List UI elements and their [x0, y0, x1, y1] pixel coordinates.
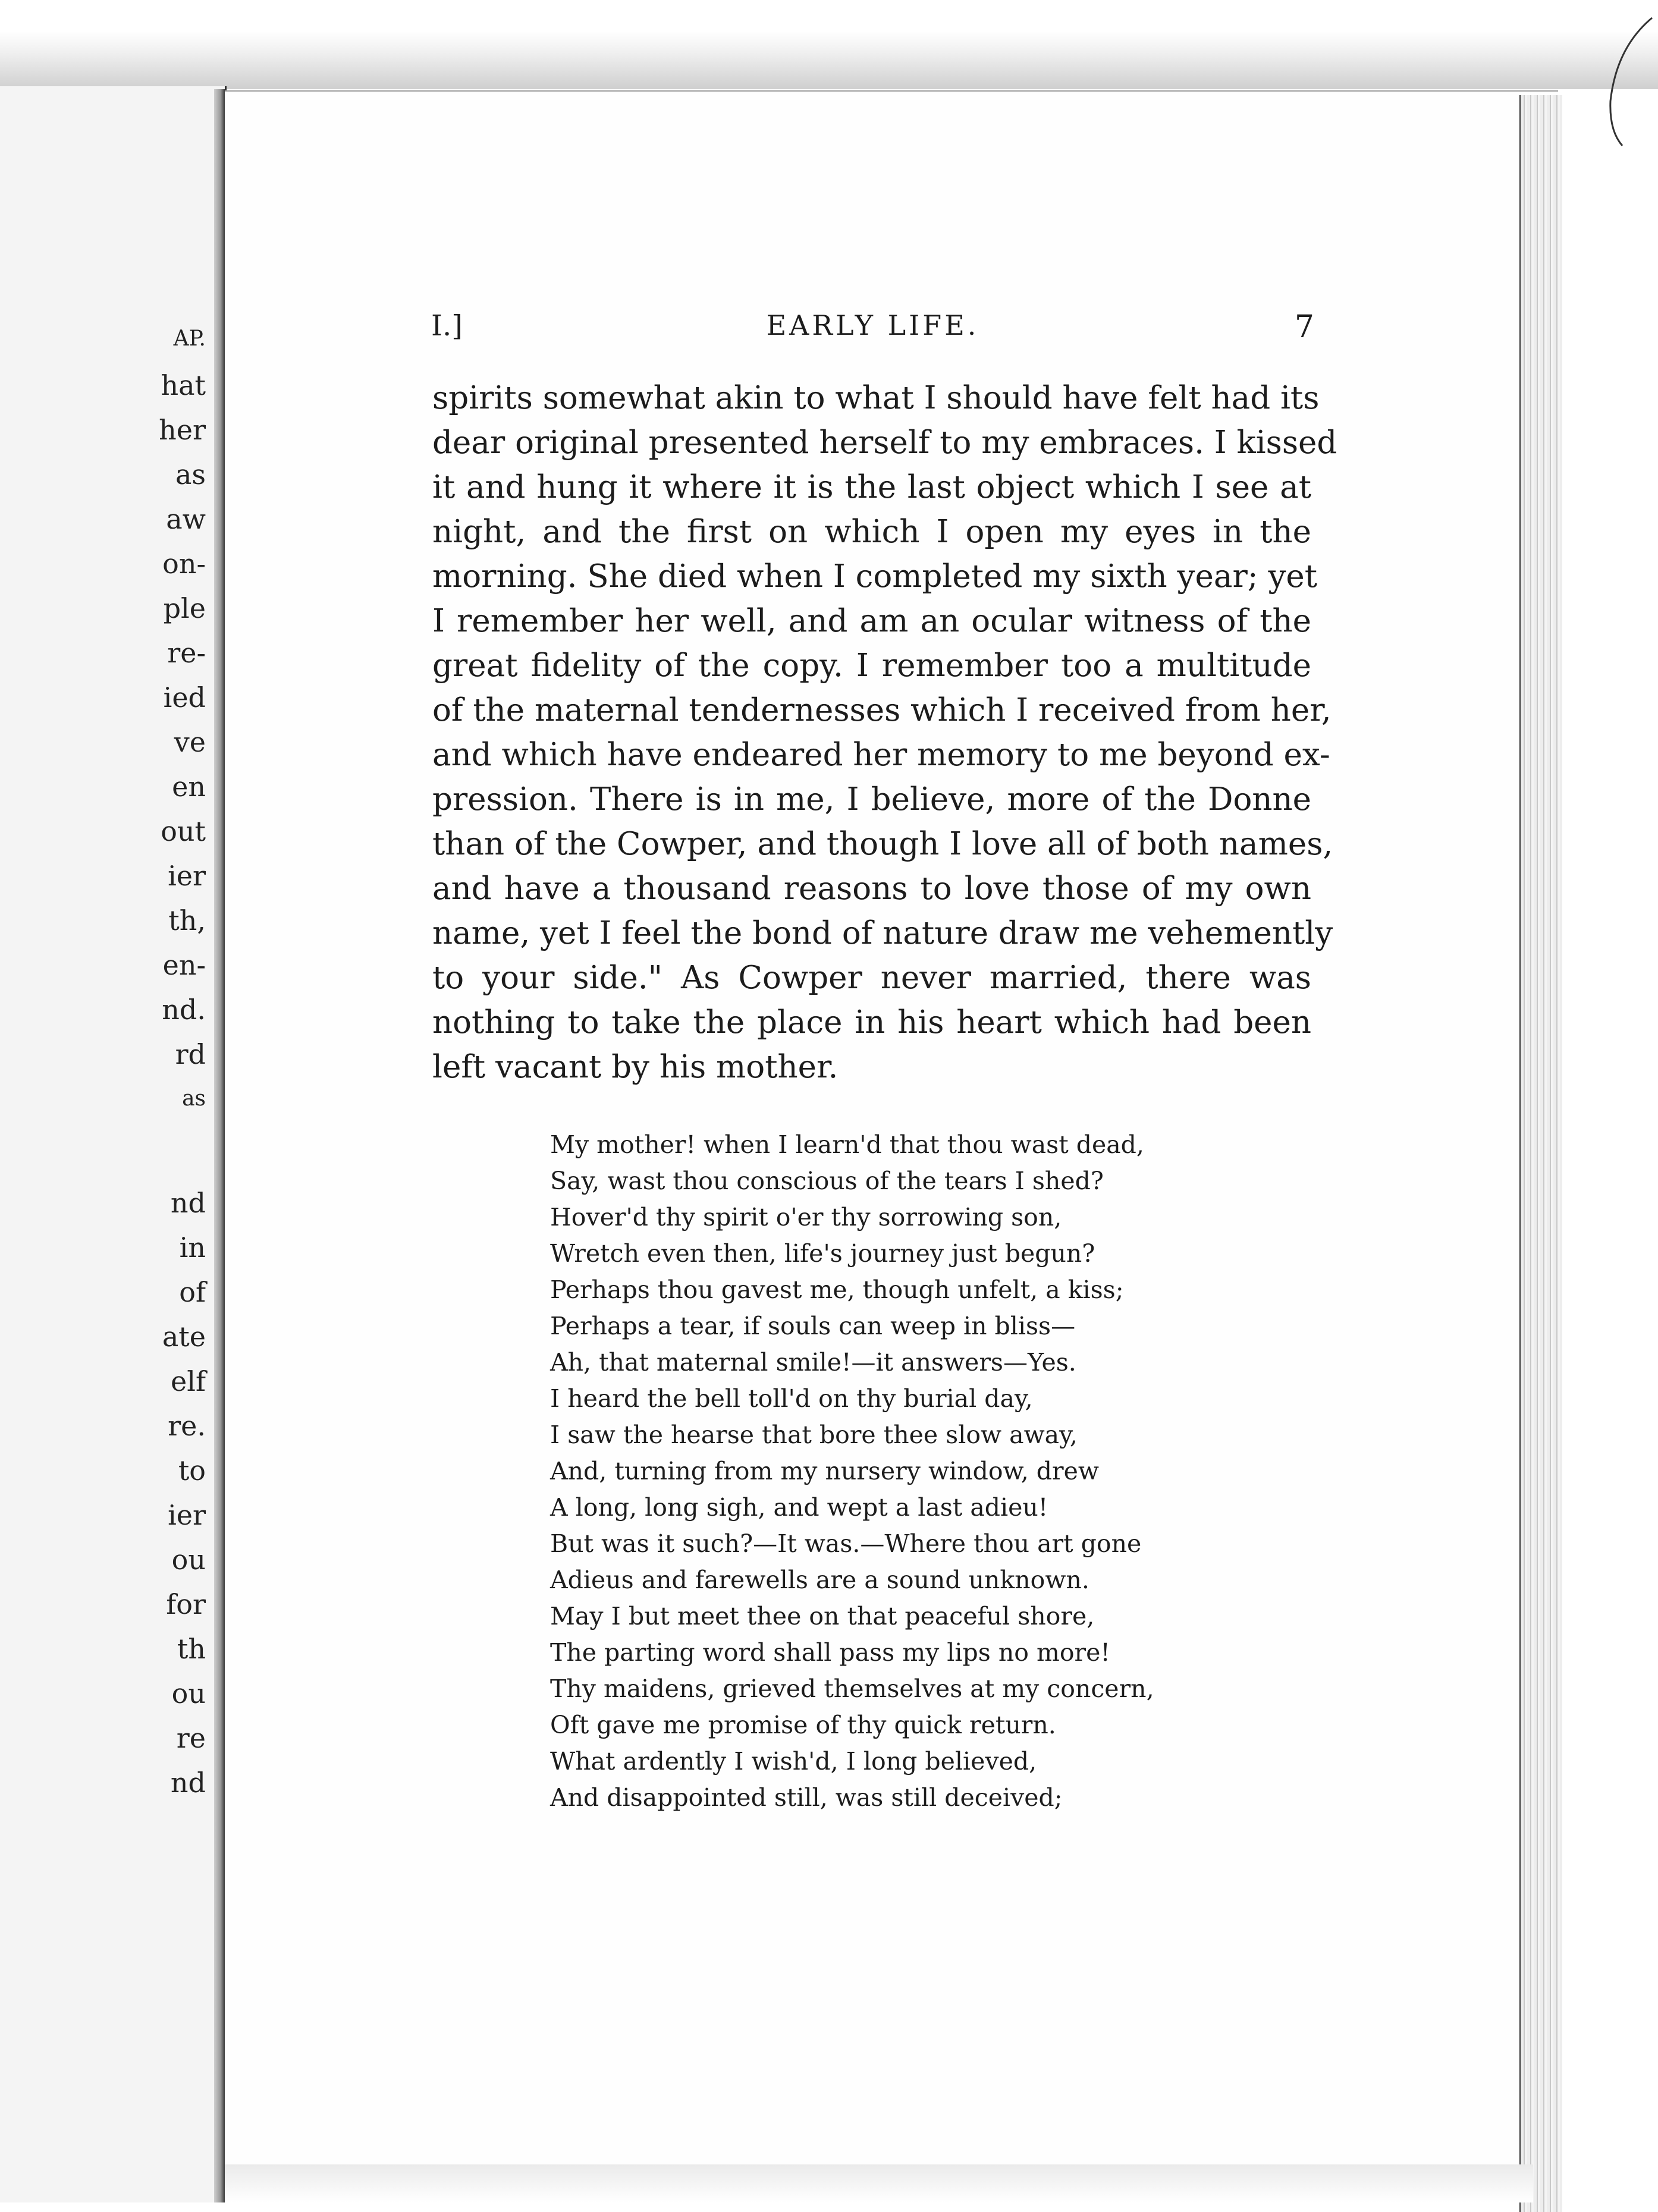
body-line: pression. There is in me, I believe, more of the Donne: [432, 781, 1311, 818]
body-line: spirits somewhat akin to what I should have felt had its: [432, 380, 1320, 416]
left-fragment: ve: [174, 726, 206, 758]
left-fragment: of: [179, 1276, 206, 1308]
page-title: EARLY LIFE.: [766, 309, 979, 341]
page-number: 7: [1294, 309, 1314, 345]
left-fragment: re: [176, 1722, 206, 1754]
left-fragment: re.: [168, 1410, 206, 1442]
left-fragment: elf: [171, 1365, 206, 1397]
left-fragment: AP.: [173, 326, 206, 351]
poem-line: What ardently I wish'd, I long believed,: [550, 1747, 1037, 1776]
body-line: I remember her well, and am an ocular witness of the: [432, 603, 1311, 639]
left-fragment: th,: [168, 904, 206, 937]
body-line: night, and the first on which I open my eyes in the: [432, 514, 1311, 550]
poem-line: Say, wast thou conscious of the tears I shed?: [550, 1167, 1104, 1195]
poem-line: Perhaps a tear, if souls can weep in bliss—: [550, 1312, 1076, 1340]
body-line: than of the Cowper, and though I love all of both names,: [432, 826, 1333, 862]
page-curl-mark: [1569, 12, 1658, 149]
poem-line: Oft gave me promise of thy quick return.: [550, 1711, 1056, 1739]
body-line: and have a thousand reasons to love those of my own: [432, 871, 1311, 907]
left-fragment: nd.: [162, 994, 206, 1026]
body-line: nothing to take the place in his heart which had been: [432, 1004, 1311, 1041]
body-line: of the maternal tendernesses which I received from her,: [432, 692, 1332, 728]
poem-line: Ah, that maternal smile!—it answers—Yes.: [550, 1348, 1076, 1377]
left-fragment: ou: [171, 1544, 206, 1576]
poem-line: And disappointed still, was still deceived;: [550, 1783, 1063, 1812]
scan-bottom-edge: [225, 2164, 1533, 2202]
book-gutter: [214, 89, 225, 2202]
left-fragment: ple: [163, 592, 206, 624]
body-line: great fidelity of the copy. I remember too a multitude: [432, 648, 1311, 684]
body-line: and which have endeared her memory to me beyond ex-: [432, 737, 1330, 773]
poem-line: My mother! when I learn'd that thou wast dead,: [550, 1130, 1144, 1159]
body-line: name, yet I feel the bond of nature draw me vehemently: [432, 915, 1333, 951]
body-line: dear original presented herself to my embraces. I kissed: [432, 425, 1337, 461]
poem-line: Wretch even then, life's journey just begun?: [550, 1239, 1095, 1268]
poem-line: Perhaps thou gavest me, though unfelt, a kiss;: [550, 1275, 1124, 1304]
left-page: [0, 86, 227, 2202]
body-line: left vacant by his mother.: [432, 1049, 839, 1085]
poem-line: Adieus and farewells are a sound unknown.: [550, 1566, 1089, 1594]
poem-line: But was it such?—It was.—Where thou art gone: [550, 1529, 1142, 1558]
running-head: [431, 309, 1314, 351]
left-fragment: en: [172, 771, 206, 803]
left-fragment: rd: [175, 1038, 206, 1070]
left-fragment: on-: [162, 548, 206, 580]
chapter-marker: I.]: [431, 309, 463, 343]
left-fragment: hat: [161, 369, 206, 401]
body-line: morning. She died when I completed my sixth year; yet: [432, 558, 1318, 595]
left-fragment: en-: [162, 949, 206, 981]
poem-line: The parting word shall pass my lips no more!: [550, 1638, 1110, 1667]
left-fragment: ier: [168, 1499, 206, 1531]
left-fragment: in: [179, 1231, 206, 1264]
left-fragment: her: [159, 414, 206, 446]
scan-top-edge: [0, 0, 1658, 89]
page-edge-stack: [1519, 95, 1562, 2212]
body-line: it and hung it where it is the last object which I see at: [432, 469, 1311, 505]
poem-line: I saw the hearse that bore thee slow away,: [550, 1421, 1078, 1449]
left-fragment: nd: [170, 1767, 206, 1799]
poem-line: Hover'd thy spirit o'er thy sorrowing son,: [550, 1203, 1062, 1231]
left-fragment: ou: [171, 1677, 206, 1710]
left-fragment: as: [182, 1086, 206, 1111]
left-fragment: for: [166, 1588, 206, 1620]
left-fragment: aw: [166, 503, 206, 535]
left-fragment: th: [177, 1633, 206, 1665]
poem-line: A long, long sigh, and wept a last adieu!: [550, 1493, 1048, 1522]
poem-line: Thy maidens, grieved themselves at my concern,: [550, 1674, 1154, 1703]
left-fragment: ate: [162, 1321, 206, 1353]
left-fragment: to: [178, 1454, 206, 1487]
body-line: to your side." As Cowper never married, there was: [432, 960, 1311, 996]
left-fragment: out: [161, 815, 206, 847]
poem-line: I heard the bell toll'd on thy burial day,: [550, 1384, 1033, 1413]
poem-line: May I but meet thee on that peaceful shore,: [550, 1602, 1095, 1630]
left-fragment: re-: [167, 637, 206, 669]
poem-line: And, turning from my nursery window, drew: [550, 1457, 1100, 1485]
left-fragment: ier: [168, 860, 206, 892]
left-fragment: as: [175, 458, 206, 491]
left-fragment: ied: [163, 681, 206, 714]
left-fragment: nd: [170, 1187, 206, 1219]
